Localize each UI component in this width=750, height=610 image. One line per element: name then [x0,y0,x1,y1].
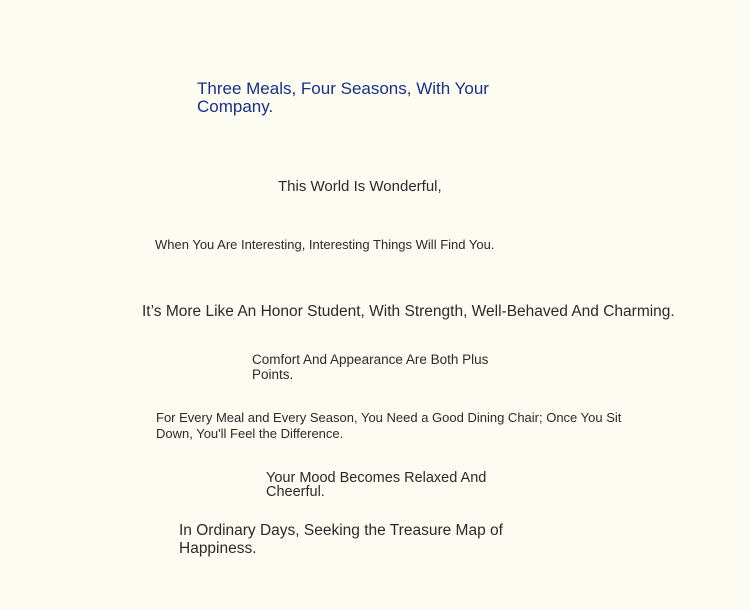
text-line-world-wonderful: This World Is Wonderful, [278,178,442,195]
headline: Three Meals, Four Seasons, With Your Company. [197,79,489,117]
text-line-mood: Your Mood Becomes Relaxed And Cheerful. [266,470,487,500]
text-line-interesting-things: When You Are Interesting, Interesting Things Will Find You. [155,237,495,252]
text-line-comfort-appearance: Comfort And Appearance Are Both Plus Points. [252,352,489,383]
text-line-dining-chair: For Every Meal and Every Season, You Need a Good Dining Chair; Once You Sit Down, You'll Feel the Difference. [156,410,622,442]
text-line-treasure-map: In Ordinary Days, Seeking the Treasure Map of Happiness. [179,522,503,558]
text-line-honor-student: It’s More Like An Honor Student, With Strength, Well-Behaved And Charming. [142,303,675,320]
